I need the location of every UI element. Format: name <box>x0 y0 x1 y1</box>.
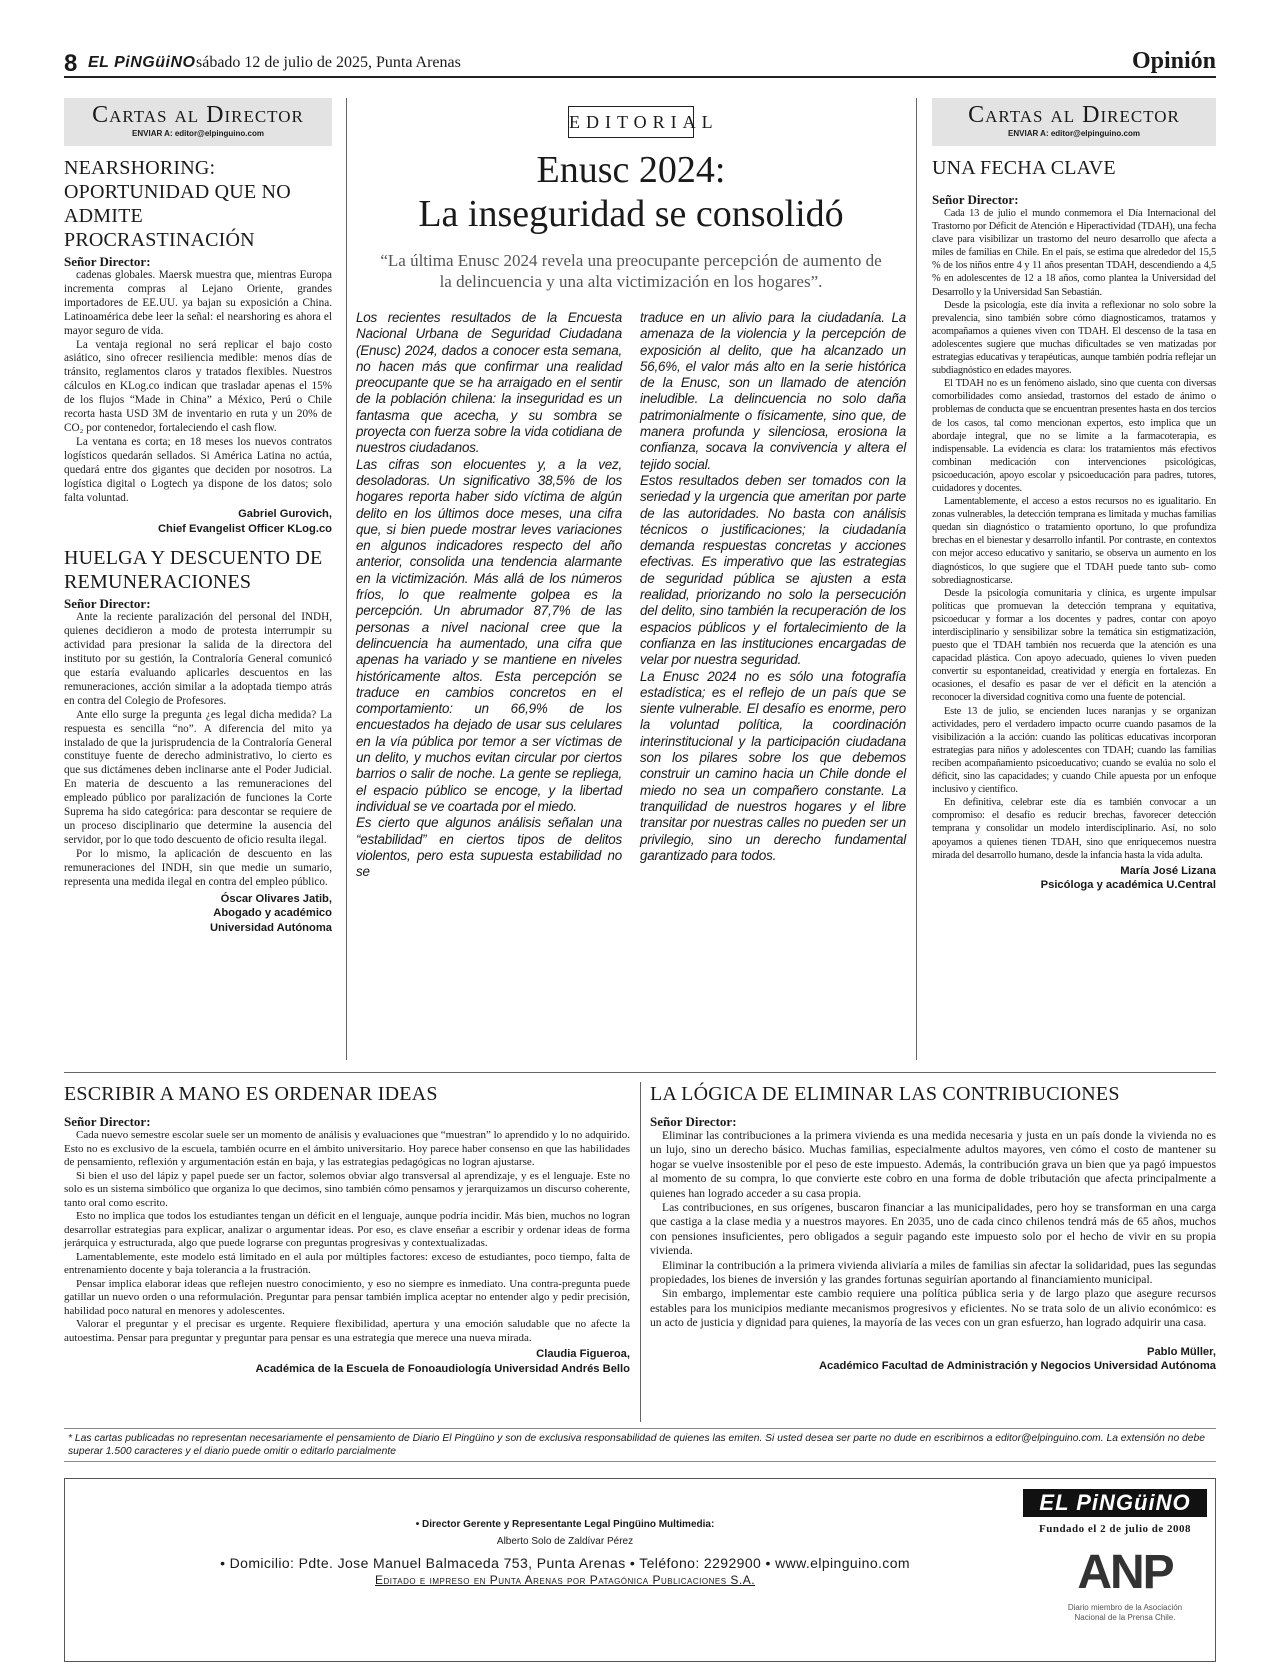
paragraph: Lamentablemente, este modelo está limitado en el aula por múltiples factores: exceso de estudiantes, poco tiempo, falta de entrenamiento docente y baja tolerancia a la frustración. <box>64 1250 630 1276</box>
paragraph: Eliminar las contribuciones a la primera vivienda es una medida necesaria y justa en un país donde la vivienda no es un lujo, sino un derecho básico. Muchas familias, especialmente adultos mayores, ven cómo el costo de mantener su hogar se vuelve insostenible por el peso de este impuesto. Además, la contribución grava un bien que ya pagó impuestos al momento de su compra, lo que convierte este cobro en una forma de doble tributación que afecta principalmente a quienes han logrado acceder a su casa propia. <box>650 1129 1216 1200</box>
editorial-title-line2: La inseguridad se consolidó <box>418 193 844 235</box>
paragraph: La ventana es corta; en 18 meses los nuevos contratos logísticos quedarán sellados. Si América Latina no actúa, quedará entre dos gigantes que deciden por nosotros. La logística digital o Logtech ya dispone de los datos; solo falta voluntad. <box>64 435 332 504</box>
section-title: Opinión <box>1131 48 1216 74</box>
paragraph: Desde la psicología, este día invita a reflexionar no solo sobre la prevalencia, sino también sobre cómo diagnosticamos, tratamos y acompañamos a quienes viven con TDAH. El descenso de la tasa en adolescentes sugiere que muchas dificultades se ven matizadas por estrategias educativas y terapéuticas, aunque también podría reflejar un subdiagnóstico en edades mayores. <box>932 299 1216 377</box>
letter-salutation: Señor Director: <box>64 1114 151 1129</box>
paragraph: La ventaja regional no será replicar el bajo costo asiático, sino ofrecer resiliencia medible: menos días de tránsito, reglamentos claros y tratados flexibles. Nuestros cálculos en KLog.co indican que trasladar apenas el 15% de los flujos “Made in China” a México, Perú o Chile recorta hasta USD 3M de inventario en ruta y un 20% de CO₂ por contenedor, fortaleciendo el cash flow. <box>64 338 332 434</box>
signature-role: Chief Evangelist Officer KLog.co <box>157 522 332 535</box>
column-divider <box>640 1082 641 1422</box>
letter-fecha-clave <box>932 156 1216 893</box>
paragraph: En definitiva, celebrar este día es también convocar a un compromiso: el desafío es reducir brechas, favorecer detección temprana y consolidar un modelo interdisciplinario. Así, no solo apoyamos a quienes tienen TDAH, sino que enriquecemos nuestra mirada del desarrollo humano, desde la infancia hasta la vida adulta. <box>932 797 1216 861</box>
paragraph: Eliminar la contribución a la primera vivienda aliviaría a miles de familias sin afectar la solidaridad, pues las segundas propiedades, los bienes de inversión y las grandes fortunas seguirían aportando al financiamiento municipal. <box>650 1258 1216 1287</box>
contact-line: • Domicilio: Pdte. Jose Manuel Balmaceda 753, Punta Arenas • Teléfono: 2292900 • www.elpinguino.com <box>220 1555 910 1571</box>
signature-org: Universidad Autónoma <box>209 921 332 934</box>
signature-role: Psicóloga y académica U.Central <box>1040 879 1216 892</box>
editorial-title-line1: Enusc 2024: <box>536 149 726 191</box>
director-name: Alberto Solo de Zaldívar Pérez <box>496 1536 634 1547</box>
letter-headline: ESCRIBIR A MANO ES ORDENAR IDEAS <box>64 1083 438 1105</box>
paragraph: cadenas globales. Maersk muestra que, mientras Europa incrementa compras al Lejano Oriente, grandes importadores de EE.UU. ya bajan su exposición a China. Latinoamérica debe leer la señal: el nearshoring es ahora el mayor seguro de vida. <box>64 269 332 337</box>
editorial <box>356 98 906 880</box>
paragraph: Ante ello surge la pregunta ¿es legal dicha medida? La respuesta es sencilla “no”. A diferencia del mito ya instalado de que la jurisprudencia de la Contraloría General constituye fuente de derecho administrativo, lo cierto es que sus dictámenes deben inclinarse ante el Poder Judicial. En materia de descuento a las remuneraciones del empleado público por paralización de funciones la Corte Suprema ha sido categórica: para descontar se requiere de un proceso disciplinario que determine la ausencia del servidor, por lo que todo descuento de oficio resulta ilegal. <box>64 708 332 846</box>
letter-escribir-a-mano <box>64 1082 630 1376</box>
paragraph: Por lo mismo, la aplicación de descuento en las remuneraciones del INDH, sin que medie un sumario, representa una medida ilegal en contra del empleo público. <box>64 847 332 888</box>
cartas-send-to[interactable]: ENVIAR A: editor@elpinguino.com <box>132 129 264 138</box>
signature-name: Claudia Figueroa, <box>536 1348 630 1360</box>
paragraph: La Enusc 2024 no es sólo una fotografía estadística; es el reflejo de un país que se siente vulnerable. El desafío es enorme, pero la voluntad política, la coordinación interinstitucional y la participación ciudadana son los pilares sobre los que debemos construir un camino hacia un Chile donde el miedo no sea un compañero constante. La tranquilidad de nuestros hogares y el libre transitar por nuestras calles no pueden ser un privilegio, sino un derecho fundamental garantizado para todos. <box>640 668 906 863</box>
letter-nearshoring <box>64 156 332 536</box>
anp-logo: ANP <box>1077 1546 1173 1599</box>
letter-headline: HUELGA Y DESCUENTO DE REMUNERACIONES <box>64 547 323 594</box>
letter-body <box>64 269 332 505</box>
editorial-column-2 <box>640 310 906 880</box>
letter-body <box>650 1129 1216 1331</box>
right-column <box>932 98 1216 893</box>
page-number: 8 <box>64 50 78 77</box>
footer-logo: EL PiNGüiNO <box>1023 1489 1207 1517</box>
paragraph: El TDAH no es un fenómeno aislado, sino que cuenta con diversas comorbilidades como ansiedad, trastornos del estado de ánimo o problemas de conducta que se encuentran presentes hasta en dos tercios de los casos, tal como mencionan expertos, esto implica que un abordaje integral, que no se limite a la farmacoterapia, es indispensable. La evidencia es clara: los tratamientos más efectivos combinan medicación con intervenciones psicológicas, psicoeducación, apoyo escolar y psicoeducación para padres, tutores, cuidadores y docentes. <box>932 378 1216 494</box>
paragraph: Las cifras son elocuentes y, a la vez, desoladoras. Un significativo 38,5% de los hogares reporta haber sido víctima de algún delito en los últimos doce meses, una cifra que, si bien puede mostrar leves variaciones en algunos indicadores respecto del año anterior, consolida una tendencia alarmante en la victimización. Más allá de los números fríos, lo que realmente golpea es la percepción. Un abrumador 87,7% de las personas a nivel nacional cree que la delincuencia ha aumentado, una cifra que apenas ha variado y se mantiene en niveles históricamente altos. Esta percepción se traduce en cambios concretos en el comportamiento: un 66,9% de los encuestados ha dejado de usar sus celulares en la vía pública por temor a ser víctimas de un delito, y muchos evitan circular por ciertos barrios o salir de noche. La gente se repliega, el espacio público se encoge, y la libertad individual se ve coartada por el miedo. <box>356 456 622 814</box>
paragraph: Cada 13 de julio el mundo conmemora el Día Internacional del Trastorno por Déficit de Atención e Hiperactividad (TDAH), una fecha clave para visibilizar un trastorno del neuro desarrollo que afecta a miles de familias en Chile. En el país, se estima que alrededor del 15,5 % de los niños entre 4 y 11 años presentan TDAH, descendiendo a 4,5 % en adolescentes de 12 a 18 años, como plantea la Universidad del Desarrollo y la Universidad San Sebastián. <box>932 208 1216 298</box>
paragraph: Es cierto que algunos análisis señalan una “estabilidad” en ciertos tipos de delitos violentos, pero esta supuesta estabilidad no se <box>356 815 622 880</box>
signature-role: Académica de la Escuela de Fonoaudiología Universidad Andrés Bello <box>255 1362 630 1375</box>
director-label: • Director Gerente y Representante Legal Pingüino Multimedia: <box>415 1519 715 1530</box>
letter-signature <box>932 864 1216 893</box>
letter-signature <box>64 507 332 536</box>
left-column <box>64 98 332 935</box>
founded-date: Fundado el 2 de julio de 2008 <box>1038 1523 1192 1535</box>
paragraph: traduce en un alivio para la ciudadanía. La amenaza de la violencia y la percepción de exposición al delito, que ha alcanzado un 56,6%, el valor más alto en la serie histórica de la Enusc, son un llamado de atención ineludible. La delincuencia no solo daña patrimonialmente o físicamente, sino que, de manera profunda y silenciosa, erosiona la confianza, socava la convivencia y altera el tejido social. <box>640 310 906 472</box>
letter-huelga <box>64 546 332 935</box>
paragraph: Valorar el preguntar y el precisar es urgente. Requiere flexibilidad, apertura y una emoción saludable que no afecte la autoestima. Pensar para preguntar y preguntar para pensar es una estrategia que merece una nueva mirada. <box>64 1318 630 1344</box>
signature-name: Gabriel Gurovich, <box>238 508 332 521</box>
editorial-tag: EDITORIAL <box>568 106 694 138</box>
masthead-date: sábado 12 de julio de 2025, Punta Arenas <box>196 54 461 71</box>
paragraph: Si bien el uso del lápiz y papel puede ser un factor, solemos obviar algo transversal al aprendizaje, y es el lenguaje. Este no solo es un sistema simbólico que organiza lo que decimos, sino también cómo pensamos y jerarquizamos un discurso coherente, tanto oral como escrito. <box>64 1169 630 1209</box>
signature-name: Pablo Müller, <box>1146 1345 1216 1358</box>
paragraph: Este 13 de julio, se encienden luces naranjas y se organizan actividades, pero el verdadero impacto ocurre cuando pasamos de la visibilización a la acción: cuando las políticas educativas incorporan estrategias para niños y adolescentes con TDAH; cuando las familias reciben acompañamiento psicoeducativo; cuando se evalúa no solo el déficit, sino las capacidades; y cuando Chile apuesta por un enfoque inclusivo y científico. <box>932 705 1216 796</box>
letter-contribuciones <box>650 1082 1216 1374</box>
letter-body <box>64 611 332 889</box>
cartas-header-right <box>932 98 1216 146</box>
masthead <box>64 48 1216 78</box>
column-divider <box>916 98 917 1060</box>
masthead-logo: EL PiNGüiNO <box>88 54 196 71</box>
paragraph: Esto no implica que todos los estudiantes tengan un déficit en el lenguaje, aunque podría incidir. Más bien, muchos no logran desarrollar estrategias para explicar, analizar o argumentar ideas. Por eso, es clave enseñar a escribir y ordenar ideas de forma jerárquica y estructurada, algo que puede lograrse con preguntas progresivas y contextualizadas. <box>64 1210 630 1249</box>
letter-salutation: Señor Director: <box>650 1114 737 1129</box>
paragraph: Estos resultados deben ser tomados con la seriedad y la urgencia que ameritan por parte de las autoridades. No basta con análisis técnicos o justificaciones; la ciudadanía demanda respuestas concretas y acciones efectivas. Es imperativo que las estrategias de seguridad pública se ajusten a esta realidad, priorizando no solo la persecución del delito, sino también la recuperación de los espacios públicos y el fortalecimiento de la confianza en las instituciones encargadas de velar por nuestra seguridad. <box>640 472 906 668</box>
letter-headline: UNA FECHA CLAVE <box>932 157 1116 179</box>
letter-signature <box>64 892 332 936</box>
disclaimer: * Las cartas publicadas no representan necesariamente el pensamiento de Diario El Pingüino y son de exclusiva responsabilidad de quienes las emiten. Si usted desea ser parte no dude en escribirnos a editor@elpinguino.com. La extensión no debe superar 1.500 caracteres y el diario puede omitir o editarlo parcialmente <box>64 1428 1216 1462</box>
letter-headline: NEARSHORING: OPORTUNIDAD QUE NO ADMITE PROCRASTINACIÓN <box>64 157 291 251</box>
section-divider <box>64 1072 1216 1073</box>
anp-caption: Diario miembro de la Asociación Nacional de la Prensa Chile. <box>1067 1603 1183 1622</box>
letter-salutation: Señor Director: <box>64 596 151 612</box>
column-divider <box>346 98 347 1060</box>
editorial-title <box>356 148 906 236</box>
footer-box <box>64 1478 1216 1662</box>
paragraph: Cada nuevo semestre escolar suele ser un momento de análisis y evaluaciones que “muestran” lo aprendido y lo no adquirido. Esto no es exclusivo de la escuela, también ocurre en el ámbito universitario. Hoy parece haber consenso en que las habilidades de pensamiento, reflexión y argumentación están en baja, y las estrategias pedagógicas no logran ajustarse. <box>64 1129 630 1168</box>
signature-role: Académico Facultad de Administración y Negocios Universidad Autónoma <box>818 1360 1216 1373</box>
cartas-title: Cartas al Director <box>92 102 304 128</box>
cartas-send-to[interactable]: ENVIAR A: editor@elpinguino.com <box>1008 129 1140 138</box>
cartas-header-left <box>64 98 332 146</box>
letter-signature <box>64 1347 630 1376</box>
cartas-title: Cartas al Director <box>968 102 1180 128</box>
paragraph: Pensar implica elaborar ideas que reflejen nuestro conocimiento, y eso no siempre es inmediato. Una contra-pregunta puede gatillar un nuevo orden o una reformulación. Preguntar para pensar también implica aceptar no entender algo y pedir precisión, habilidad poco natural en menores y adolescentes. <box>64 1277 630 1317</box>
letter-salutation: Señor Director: <box>932 192 1019 207</box>
signature-role: Abogado y académico <box>213 907 332 920</box>
letter-salutation: Señor Director: <box>64 254 151 269</box>
signature-name: Óscar Olivares Jatib, <box>220 892 332 905</box>
letter-body <box>932 207 1216 862</box>
paragraph: Desde la psicología comunitaria y clínica, es urgente impulsar políticas que promuevan la detección temprana y equitativa, psicoeducar y formar a los docentes y padres, contar con apoyo interdisciplinario y sensibilizar sobre la temática sin estigmatización, puesto que el TDAH también nos recuerda que la atención es una capacidad plástica. Con apoyo adecuado, quienes lo viven pueden convertir su espontaneidad, creatividad y energía en fortalezas. En ocasiones, el desafío es pasar de ver el déficit en la atención a reconocer la diversidad cognitiva como una fuente de potencial. <box>932 587 1216 704</box>
editorial-pull-quote: “La última Enusc 2024 revela una preocupante percepción de aumento de la delincuencia y una alta victimización en los hogares”. <box>380 251 882 291</box>
printed-by: Editado e impreso en Punta Arenas por Patagónica Publicaciones S.A. <box>374 1573 756 1587</box>
letter-signature <box>650 1345 1216 1374</box>
letter-headline: LA LÓGICA DE ELIMINAR LAS CONTRIBUCIONES <box>650 1083 1120 1105</box>
editorial-column-1 <box>356 310 622 880</box>
letter-body <box>64 1129 630 1345</box>
paragraph: Las contribuciones, en sus orígenes, buscaron financiar a las municipalidades, pero hoy se transforman en una carga que castiga a la clase media y a nuestros mayores. En 2035, uno de cada cinco chilenos tendrá más de 65 años, muchos con pensiones insuficientes, pero obligados a seguir pagando este impuesto solo por el hecho de vivir en su propia vivienda. <box>650 1201 1216 1258</box>
paragraph: Ante la reciente paralización del personal del INDH, quienes decidieron a modo de protesta interrumpir su actividad para presionar la salida de la directora del instituto por su gestión, la Contraloría General comunicó que estaría evaluando aplicarles descuentos en las remuneraciones, acción similar a la adoptada tiempo atrás en contra del Colegio de Profesores. <box>64 611 332 707</box>
paragraph: Los recientes resultados de la Encuesta Nacional Urbana de Seguridad Ciudadana (Enusc) 2024, dados a conocer esta semana, no hacen más que confirmar una realidad preocupante que se ha arraigado en el sentir de la población chilena: la inseguridad es un fantasma que acecha, y su sombra se proyecta con fuerza sobre la vida cotidiana de nuestros ciudadanos. <box>356 310 622 456</box>
signature-name: María José Lizana <box>1120 864 1216 877</box>
paragraph: Lamentablemente, el acceso a estos recursos no es igualitario. En zonas vulnerables, la detección temprana es limitada y muchas familias quedan sin diagnóstico o tratamiento oportuno, lo que profundiza brechas en el bienestar y desarrollo infantil. Por contraste, en contextos con mejor acceso educativo y sanitario, se observa un aumento en los diagnósticos, lo que sugiere que el TDAH puede tanto sub- como sobrediagnosticarse. <box>932 496 1216 586</box>
footer-credits <box>145 1519 985 1587</box>
paragraph: Sin embargo, implementar este cambio requiere una política pública seria y de largo plazo que asegure recursos estables para los municipios mediante mecanismos progresivos y eficientes. No se trata solo de un alivio económico: es un acto de justicia y dignidad para quienes, la mayoría de las veces con un gran esfuerzo, han logrado adquirir una casa. <box>650 1287 1216 1330</box>
